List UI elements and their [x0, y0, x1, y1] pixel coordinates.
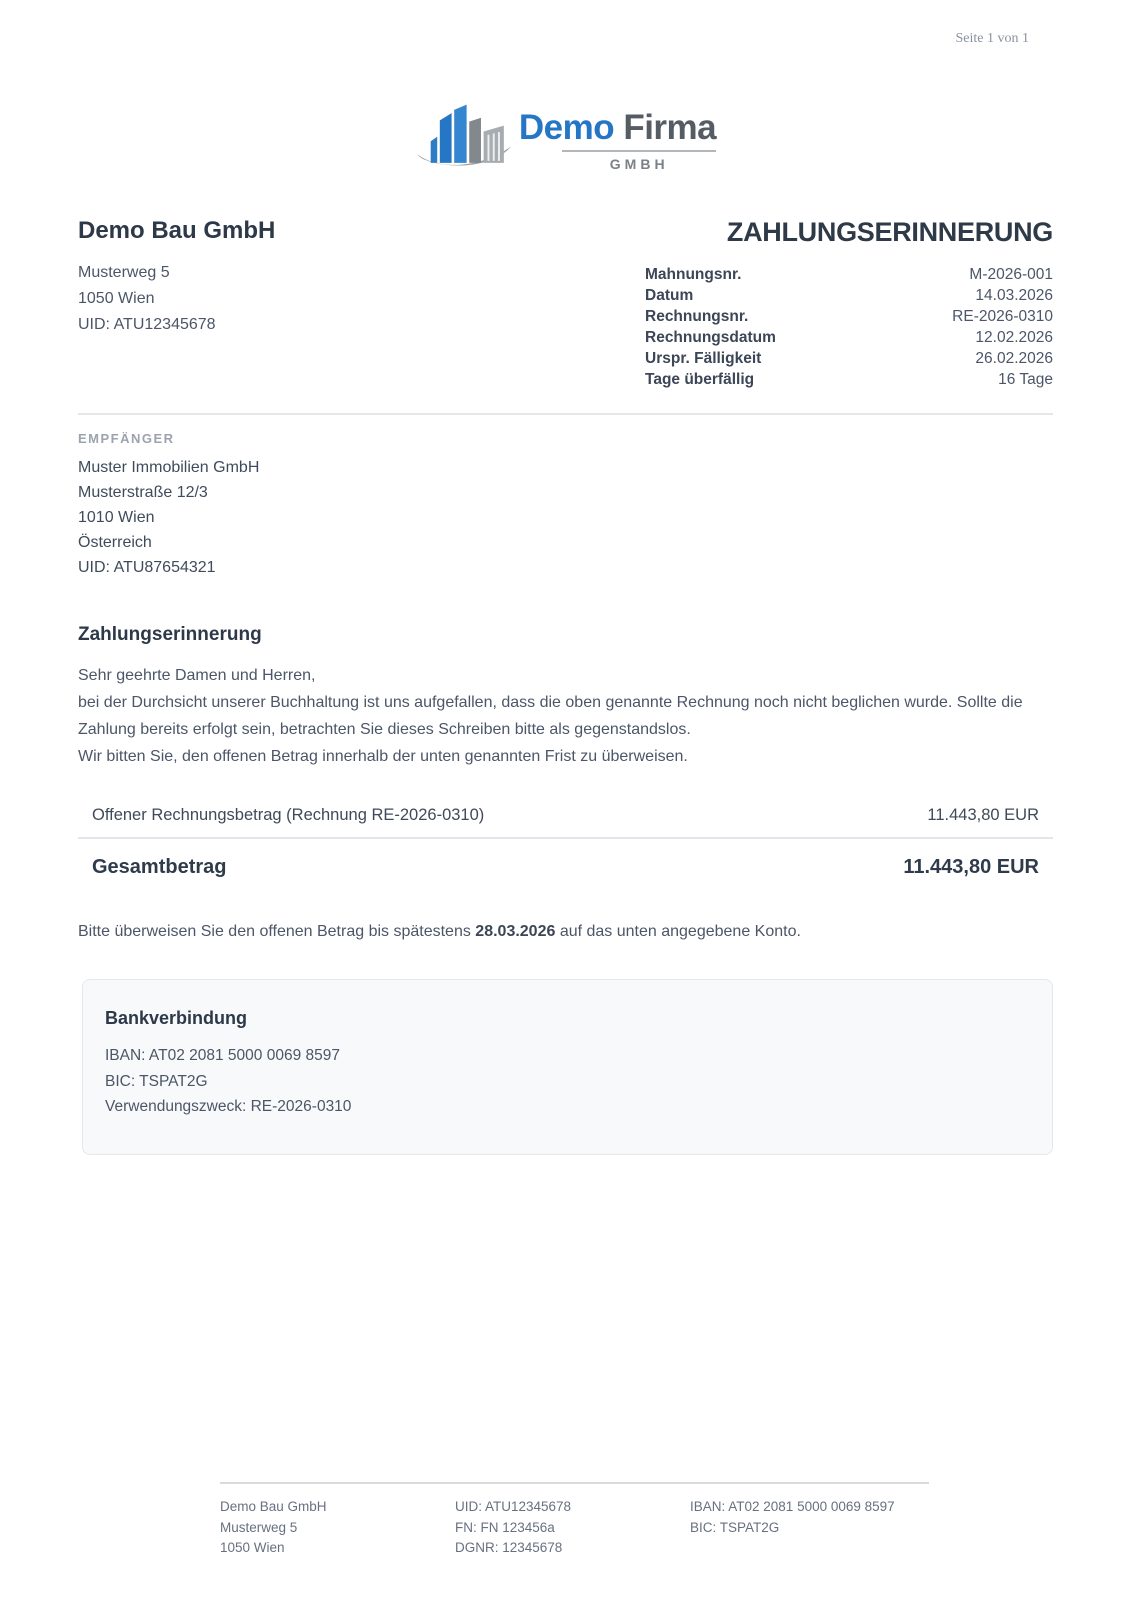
meta-row-datum — [645, 285, 1053, 306]
recipient-block — [78, 431, 1053, 580]
footer-bic: BIC: TSPAT2G — [690, 1519, 780, 1535]
recipient-street: Musterstraße 12/3 — [78, 484, 208, 501]
payment-note-suffix: auf das unten angegebene Konto. — [555, 923, 801, 940]
logo-buildings-icon — [415, 100, 513, 181]
sender-address-street: Musterweg 5 — [78, 264, 170, 281]
payment-note — [78, 919, 1053, 945]
body-heading: Zahlungserinnerung — [78, 624, 262, 645]
logo-name-part2: Firma — [623, 108, 717, 147]
footer-company-column — [220, 1497, 455, 1559]
total-amount-row — [78, 839, 1053, 893]
meta-label: Rechnungsnr. — [645, 308, 749, 325]
bank-bic: BIC: TSPAT2G — [105, 1072, 208, 1090]
recipient-section-label: EMPFÄNGER — [78, 431, 175, 446]
body-paragraph-1: bei der Durchsicht unserer Buchhaltung ist uns aufgefallen, dass die oben genannte Rechnung noch nicht beglichen wurde. Sollte die Zahlung bereits erfolgt sein, betrachten Sie dieses Schreiben bitte als gegenstandslos. — [78, 694, 1023, 738]
page-number: Seite 1 von 1 — [955, 31, 1029, 46]
amounts-table — [78, 794, 1053, 893]
document-meta-block — [645, 217, 1053, 390]
logo-name-part1: Demo — [518, 108, 615, 147]
meta-value: RE-2026-0310 — [952, 308, 1053, 325]
meta-label: Tage überfällig — [645, 371, 755, 388]
sender-block — [78, 217, 275, 338]
payment-due-date: 28.03.2026 — [475, 923, 556, 940]
total-amount-label: Gesamtbetrag — [92, 856, 227, 878]
footer-registry-column — [455, 1497, 690, 1559]
meta-row-faelligkeit — [645, 348, 1053, 369]
open-amount-value: 11.443,80 EUR — [927, 806, 1039, 824]
recipient-country: Österreich — [78, 534, 152, 551]
sender-uid: UID: ATU12345678 — [78, 316, 216, 333]
body-paragraph-2: Wir bitten Sie, den offenen Betrag innerhalb der unten genannten Frist zu überweisen. — [78, 748, 688, 765]
payment-note-prefix: Bitte überweisen Sie den offenen Betrag bis spätestens — [78, 923, 476, 940]
meta-row-mahnungsnr — [645, 264, 1053, 285]
meta-row-tage-ueberfaellig — [645, 369, 1053, 390]
document-footer — [220, 1482, 929, 1559]
logo-subtitle: GMBH — [562, 150, 716, 172]
bank-reference: Verwendungszweck: RE-2026-0310 — [105, 1098, 352, 1115]
footer-company-city: 1050 Wien — [220, 1540, 285, 1555]
meta-row-rechnungsnr — [645, 306, 1053, 327]
footer-dgnr: DGNR: 12345678 — [455, 1540, 563, 1555]
logo-text — [519, 109, 716, 172]
salutation: Sehr geehrte Damen und Herren, — [78, 667, 316, 684]
footer-fn: FN: FN 123456a — [455, 1519, 555, 1535]
bank-iban: IBAN: AT02 2081 5000 0069 8597 — [105, 1047, 340, 1064]
recipient-company: Muster Immobilien GmbH — [78, 459, 260, 476]
bank-heading: Bankverbindung — [105, 1008, 248, 1028]
recipient-uid: UID: ATU87654321 — [78, 559, 216, 576]
header-divider — [78, 413, 1053, 415]
footer-uid: UID: ATU12345678 — [455, 1499, 572, 1514]
footer-bank-column — [690, 1497, 929, 1559]
body-text — [78, 662, 1053, 770]
meta-value: 16 Tage — [998, 371, 1053, 388]
sender-address-city: 1050 Wien — [78, 290, 155, 307]
total-amount-value: 11.443,80 EUR — [903, 856, 1039, 878]
footer-company-name: Demo Bau GmbH — [220, 1499, 327, 1514]
footer-company-street: Musterweg 5 — [220, 1519, 298, 1535]
meta-label: Datum — [645, 287, 694, 304]
bank-details-box — [82, 979, 1053, 1155]
meta-value: 14.03.2026 — [975, 287, 1053, 304]
company-logo — [78, 0, 1053, 181]
meta-value: M-2026-001 — [969, 266, 1053, 283]
footer-iban: IBAN: AT02 2081 5000 0069 8597 — [690, 1499, 895, 1514]
open-amount-label: Offener Rechnungsbetrag (Rechnung RE-2026-0310) — [92, 806, 485, 824]
meta-value: 12.02.2026 — [975, 329, 1053, 346]
meta-label: Rechnungsdatum — [645, 329, 776, 346]
sender-company-name: Demo Bau GmbH — [78, 217, 276, 244]
meta-value: 26.02.2026 — [975, 350, 1053, 367]
recipient-city: 1010 Wien — [78, 509, 155, 526]
document-title: ZAHLUNGSERINNERUNG — [726, 217, 1053, 247]
meta-label: Mahnungsnr. — [645, 266, 742, 283]
meta-label: Urspr. Fälligkeit — [645, 350, 762, 367]
meta-row-rechnungsdatum — [645, 327, 1053, 348]
open-amount-row — [78, 794, 1053, 837]
footer-divider — [220, 1482, 929, 1484]
